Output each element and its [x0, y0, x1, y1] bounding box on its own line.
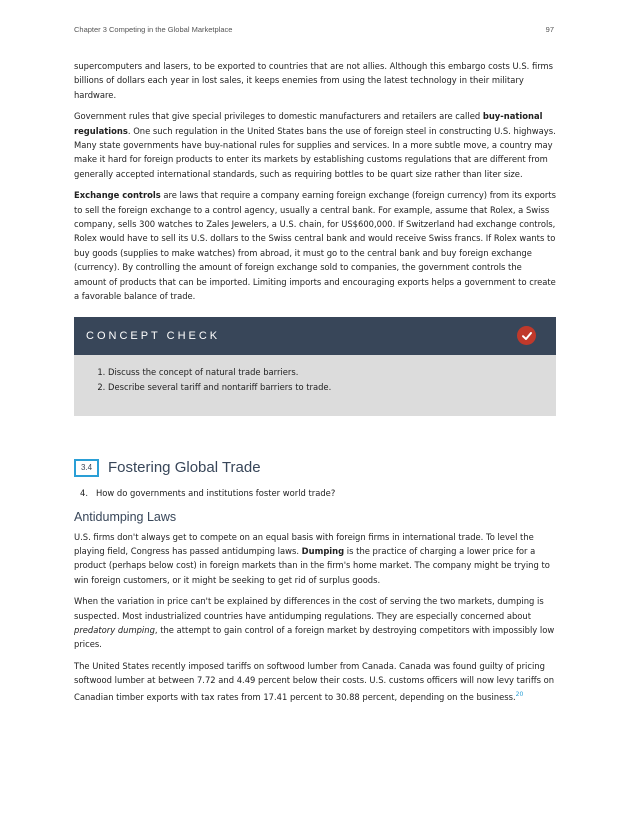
chapter-title: Chapter 3 Competing in the Global Marketplace	[74, 25, 233, 34]
paragraph: Exchange controls are laws that require a company earning foreign exchange (foreign currency) from its exports to sell the foreign exchange to a control agency, usually a central bank. For example, assume that Rolex, a Swiss company, sells 300 watches to Zales Jewelers, a U.S. chain, for US$600,000. If Switzerland had exchange controls, Rolex would have to sell its U.S. dollars to the Swiss central bank and would receive Swiss francs. If Rolex wants to buy goods (supplies to make watches) from abroad, it must go to the central bank and buy foreign exchange (currency). By controlling the amount of foreign exchange sold to companies, the government controls the amount of products that can be imported. Limiting imports and encouraging exports helps a government to create a favorable balance of trade.	[74, 190, 557, 302]
section-number-badge: 3.4	[74, 459, 99, 477]
key-term: buy-national regulations	[74, 111, 543, 136]
running-head	[74, 25, 554, 34]
section-heading	[74, 459, 556, 477]
page-number: 97	[545, 25, 554, 34]
section-title: Fostering Global Trade	[108, 459, 261, 476]
concept-check-header	[74, 317, 556, 355]
key-term: Dumping	[301, 545, 345, 556]
paragraph: U.S. firms don't always get to compete on an equal basis with foreign firms in international trade. To level the playing field, Congress has passed antidumping laws. Dumping is the practice of charging a lower price for a product (perhaps below cost) in foreign markets than in the firm's home market. The company might be trying to win foreign customers, or it might be seeking to get rid of surplus goods.	[74, 531, 550, 585]
subsection-title: Antidumping Laws	[74, 509, 177, 524]
learning-objective: 4. How do governments and institutions foster world trade?	[80, 487, 336, 498]
paragraph: supercomputers and lasers, to be exported to countries that are not allies. Although this embargo costs U.S. firms billions of dollars each year in lost sales, it keeps enemies from using the latest technology in their military hardware.	[74, 61, 554, 100]
concept-check-item: 1. Discuss the concept of natural trade barriers.	[108, 365, 544, 380]
concept-check-item: 2. Describe several tariff and nontariff barriers to trade.	[108, 380, 544, 395]
paragraph: When the variation in price can't be explained by differences in the cost of serving the two markets, dumping is suspected. Most industrialized countries have antidumping regulations. They are especially concerned about predatory dumping, the attempt to gain control of a foreign market by destroying competitors with impossibly low prices.	[74, 596, 555, 650]
italic-term: predatory dumping	[74, 624, 155, 635]
concept-check-box	[74, 317, 556, 416]
checkmark-icon	[517, 326, 536, 345]
paragraph: Government rules that give special privileges to domestic manufacturers and retailers are called buy-national regulations. One such regulation in the United States bans the use of foreign steel in constructing U.S. highways. Many state governments have buy-national rules for supplies and services. In a more subtle move, a country may make it hard for foreign products to enter its markets by establishing customs regulations that are different from generally accepted international standards, such as requiring bottles to be quart size rather than liter size.	[74, 111, 556, 179]
concept-check-title: CONCEPT CHECK	[86, 329, 221, 342]
key-term: Exchange controls	[74, 190, 161, 201]
page-content	[74, 59, 556, 711]
concept-check-body	[74, 355, 556, 416]
footnote-link[interactable]: 20	[515, 690, 524, 698]
concept-check-list	[86, 365, 544, 395]
paragraph: The United States recently imposed tariffs on softwood lumber from Canada. Canada was found guilty of pricing softwood lumber at between 7.72 and 4.49 percent below their costs. U.S. customs officers will now levy tariffs on Canadian timber exports with tax rates from 17.41 percent to 30.88 percent, depending on the business.$^{20}$	[74, 660, 555, 702]
